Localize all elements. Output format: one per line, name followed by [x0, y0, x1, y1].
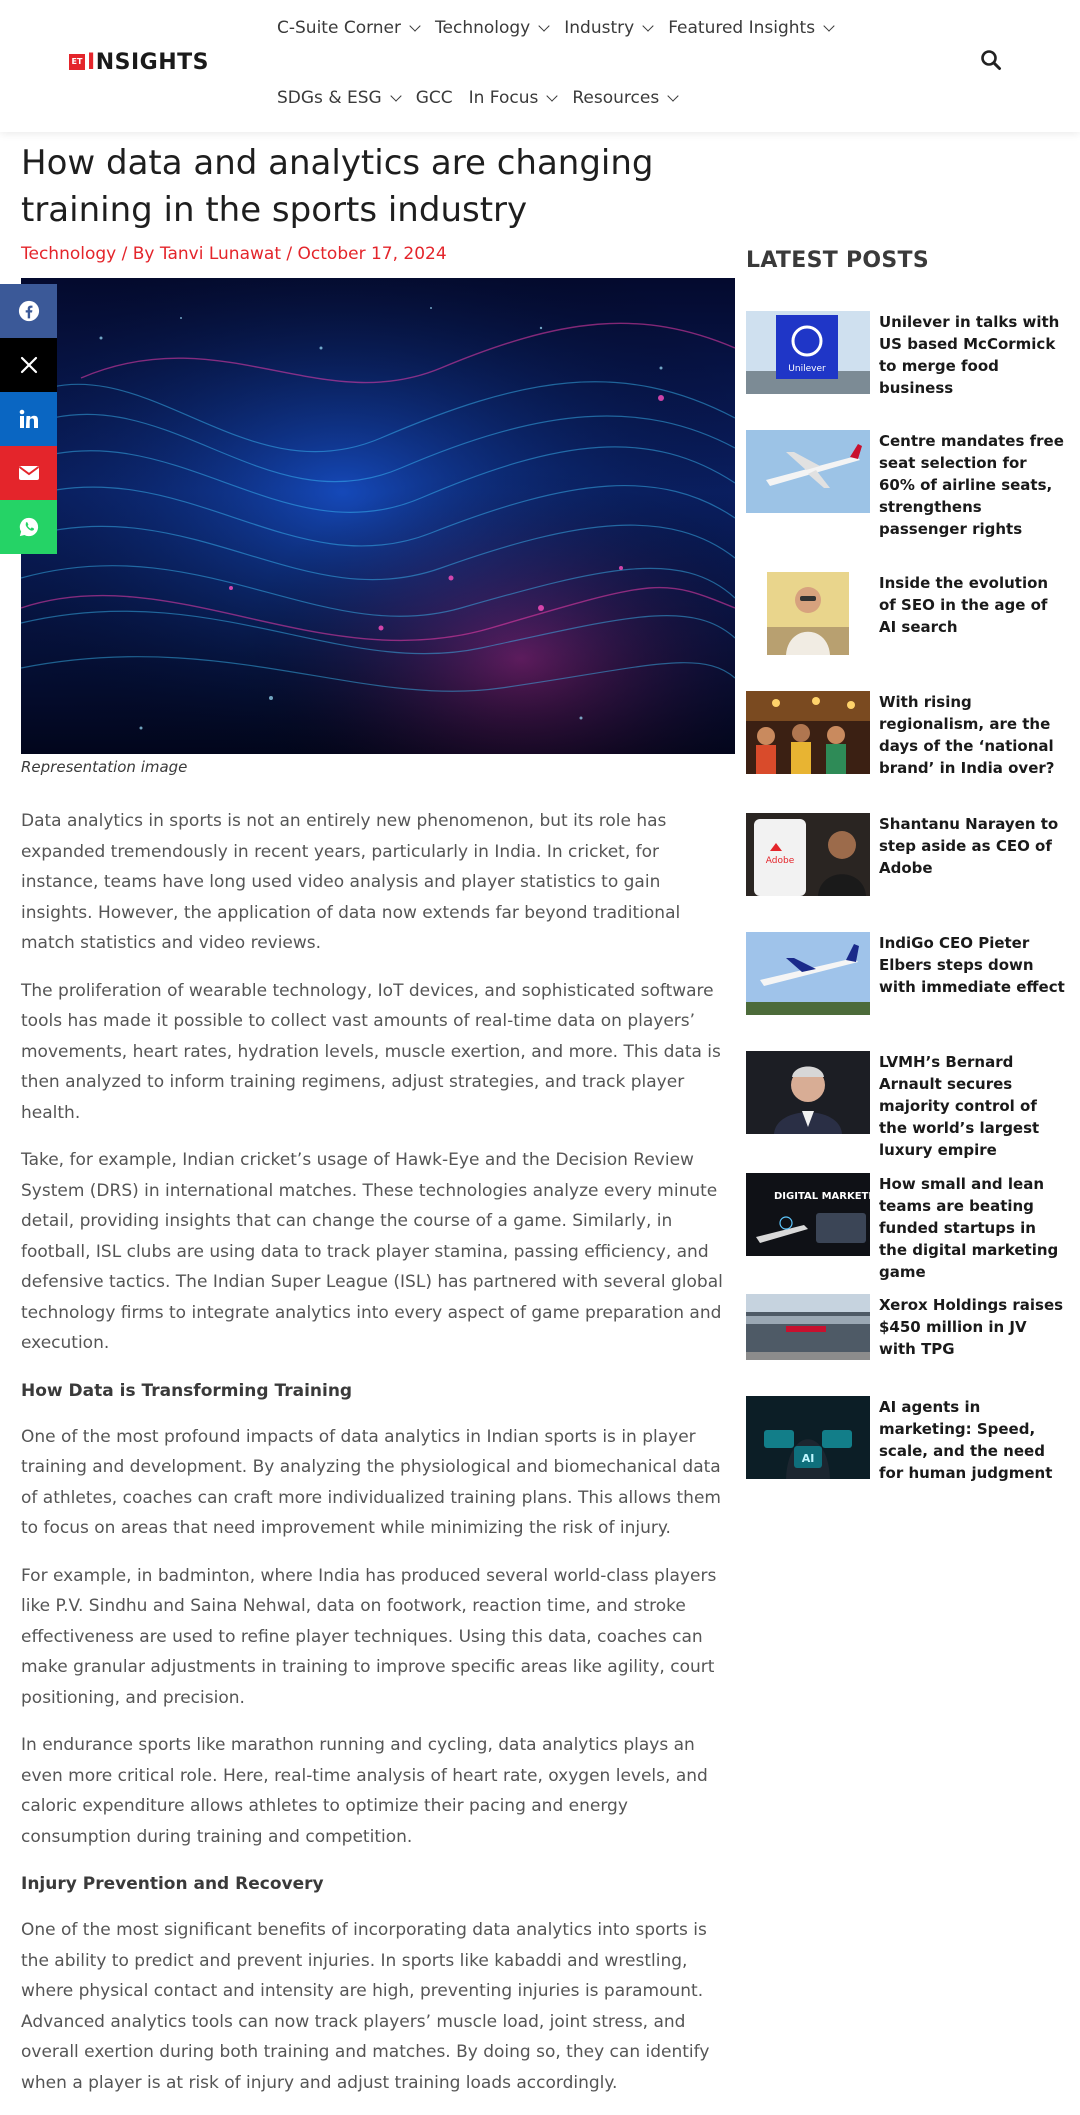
- article-title: How data and analytics are changing training in the sports industry: [21, 143, 654, 230]
- latest-post-item[interactable]: [746, 1396, 1066, 1484]
- latest-post-item[interactable]: [746, 1294, 1066, 1377]
- nav-item-industry[interactable]: Industry: [564, 14, 652, 42]
- latest-post-item[interactable]: [746, 430, 1066, 540]
- post-thumbnail[interactable]: [746, 311, 870, 394]
- hero-image: [21, 278, 735, 754]
- svg-text:Unilever: Unilever: [788, 364, 826, 374]
- post-thumbnail[interactable]: [746, 691, 870, 774]
- share-facebook-button[interactable]: [0, 284, 57, 338]
- data-waves-image: [21, 278, 735, 754]
- article-date: October 17, 2024: [297, 244, 447, 264]
- svg-text:AI: AI: [801, 1452, 815, 1465]
- article-body: [21, 806, 735, 2115]
- article-paragraph: The proliferation of wearable technology, IoT devices, and sophisticated software tools has made it possible to collect vast amounts of real-time data on players’ movements, heart rates, hydration levels, muscle exertion, and more. This data is then analyzed to inform training regimens, adjust strategies, and track player health.: [21, 980, 721, 1123]
- share-linkedin-button[interactable]: [0, 392, 57, 446]
- post-thumbnail[interactable]: [746, 572, 870, 655]
- post-thumbnail[interactable]: [746, 1396, 870, 1479]
- facebook-icon: [18, 300, 40, 322]
- share-email-button[interactable]: [0, 446, 57, 500]
- latest-post-item[interactable]: [746, 932, 1066, 1015]
- latest-post-item[interactable]: [746, 311, 1066, 399]
- latest-post-item[interactable]: [746, 691, 1066, 779]
- svg-text:DIGITAL MARKETING: DIGITAL MARKETING: [774, 1191, 889, 1202]
- site-header: [0, 0, 1080, 132]
- svg-text:Adobe: Adobe: [765, 856, 795, 866]
- primary-nav-row-1: [277, 14, 849, 42]
- latest-post-item[interactable]: [746, 572, 1066, 655]
- image-caption: Representation image: [21, 758, 188, 776]
- chevron-down-icon: [643, 20, 654, 31]
- chevron-down-icon: [409, 20, 420, 31]
- post-title-link[interactable]: Xerox Holdings raises $450 million in JV with TPG: [879, 1296, 1064, 1358]
- article-paragraph: For example, in badminton, where India has produced several world-class players like P.V. Sindhu and Saina Nehwal, data on footwork, reaction time, and stroke effectiveness are used to refine player techniques. Using this data, coaches can make granular adjustments in training to improve specific areas like agility, court positioning, and precision.: [21, 1565, 717, 1708]
- post-thumbnail[interactable]: [746, 430, 870, 513]
- share-x-button[interactable]: [0, 338, 57, 392]
- chevron-down-icon: [547, 90, 558, 101]
- post-title-link[interactable]: With rising regionalism, are the days of the ‘national brand’ in India over?: [879, 693, 1055, 777]
- nav-item-featured-insights[interactable]: Featured Insights: [668, 14, 833, 42]
- nav-item-in-focus[interactable]: In Focus: [469, 84, 557, 112]
- post-thumbnail[interactable]: [746, 1173, 889, 1256]
- article-meta: Technology / By Tanvi Lunawat / October 17, 2024: [21, 244, 447, 264]
- logo-badge: ET: [69, 54, 85, 70]
- linkedin-icon: [19, 409, 39, 429]
- nav-item-resources[interactable]: Resources: [572, 84, 677, 112]
- chevron-down-icon: [668, 90, 679, 101]
- post-title-link[interactable]: How small and lean teams are beating funded startups in the digital marketing game: [879, 1175, 1059, 1281]
- search-icon: [980, 49, 1002, 71]
- post-thumbnail[interactable]: [746, 1294, 870, 1377]
- section-heading: Injury Prevention and Recovery: [21, 1874, 324, 1894]
- share-whatsapp-button[interactable]: [0, 500, 57, 554]
- article-category-link[interactable]: Technology: [21, 244, 117, 264]
- article-paragraph: In endurance sports like marathon running and cycling, data analytics plays an even more critical role. Here, real-time analysis of heart rate, oxygen levels, and caloric expenditure allows athletes to optimize their pacing and energy consumption during training and competition.: [21, 1735, 708, 1847]
- latest-posts-heading: LATEST POSTS: [746, 248, 930, 273]
- x-icon: [20, 356, 38, 374]
- chevron-down-icon: [823, 20, 834, 31]
- site-logo[interactable]: [69, 50, 209, 74]
- email-icon: [18, 465, 40, 481]
- primary-nav-row-2: [277, 84, 693, 112]
- post-title-link[interactable]: IndiGo CEO Pieter Elbers steps down with immediate effect: [879, 934, 1065, 996]
- logo-wordmark: INSIGHTS: [87, 49, 209, 75]
- latest-post-item[interactable]: [746, 813, 1066, 896]
- search-button[interactable]: [980, 49, 1002, 71]
- post-title-link[interactable]: LVMH’s Bernard Arnault secures majority control of the world’s largest luxury empire: [879, 1053, 1040, 1159]
- article-author-link[interactable]: Tanvi Lunawat: [159, 244, 281, 264]
- nav-item-gcc[interactable]: GCC: [415, 88, 453, 108]
- nav-item-technology[interactable]: Technology: [435, 14, 548, 42]
- post-thumbnail[interactable]: [746, 932, 870, 1015]
- chevron-down-icon: [390, 90, 401, 101]
- article-paragraph: Take, for example, Indian cricket’s usage of Hawk-Eye and the Decision Review System (DRS) in international matches. These technologies analyze every minute detail, providing insights that can change the course of a game. Similarly, in football, ISL clubs are using data to track player stamina, passing efficiency, and defensive tactics. The Indian Super League (ISL) has partnered with several global technology firms to integrate analytics into every aspect of game preparation and execution.: [21, 1150, 723, 1353]
- section-heading: How Data is Transforming Training: [21, 1380, 353, 1401]
- nav-item-sdgs-esg[interactable]: SDGs & ESG: [277, 84, 400, 112]
- article-paragraph: One of the most profound impacts of data analytics in Indian sports is in player training and development. By analyzing the physiological and biomechanical data of athletes, coaches can craft more individualized training plans. This allows them to focus on areas that need improvement while minimizing the risk of injury.: [21, 1426, 721, 1538]
- post-title-link[interactable]: Inside the evolution of SEO in the age of AI search: [879, 574, 1049, 636]
- article-paragraph: One of the most significant benefits of incorporating data analytics into sports is the ability to predict and prevent injuries. In sports like kabaddi and wrestling, where physical contact and intensity are high, preventing injuries is paramount. Advanced analytics tools can now track players’ muscle load, joint stress, and overall exertion during both training and matches. By doing so, they can identify when a player is at risk of injury and adjust training loads accordingly.: [21, 1920, 710, 2093]
- chevron-down-icon: [539, 20, 550, 31]
- whatsapp-icon: [18, 516, 40, 538]
- latest-post-item[interactable]: [746, 1173, 1066, 1283]
- article-paragraph: Data analytics in sports is not an entirely new phenomenon, but its role has expanded tremendously in recent years, particularly in India. In cricket, for instance, teams have long used video analysis and player statistics to gain insights. However, the application of data now extends far beyond traditional match statistics and video reviews.: [21, 811, 681, 953]
- post-thumbnail[interactable]: [746, 813, 870, 896]
- post-title-link[interactable]: Unilever in talks with US based McCormick to merge food business: [879, 313, 1060, 397]
- nav-item-c-suite-corner[interactable]: C-Suite Corner: [277, 14, 419, 42]
- post-title-link[interactable]: Shantanu Narayen to step aside as CEO of Adobe: [879, 815, 1059, 877]
- post-title-link[interactable]: AI agents in marketing: Speed, scale, and the need for human judgment: [879, 1398, 1053, 1482]
- post-title-link[interactable]: Centre mandates free seat selection for 60% of airline seats, strengthens passenger rights: [879, 432, 1064, 538]
- latest-post-item[interactable]: [746, 1051, 1066, 1161]
- social-share-bar: [0, 284, 57, 554]
- post-thumbnail[interactable]: [746, 1051, 870, 1134]
